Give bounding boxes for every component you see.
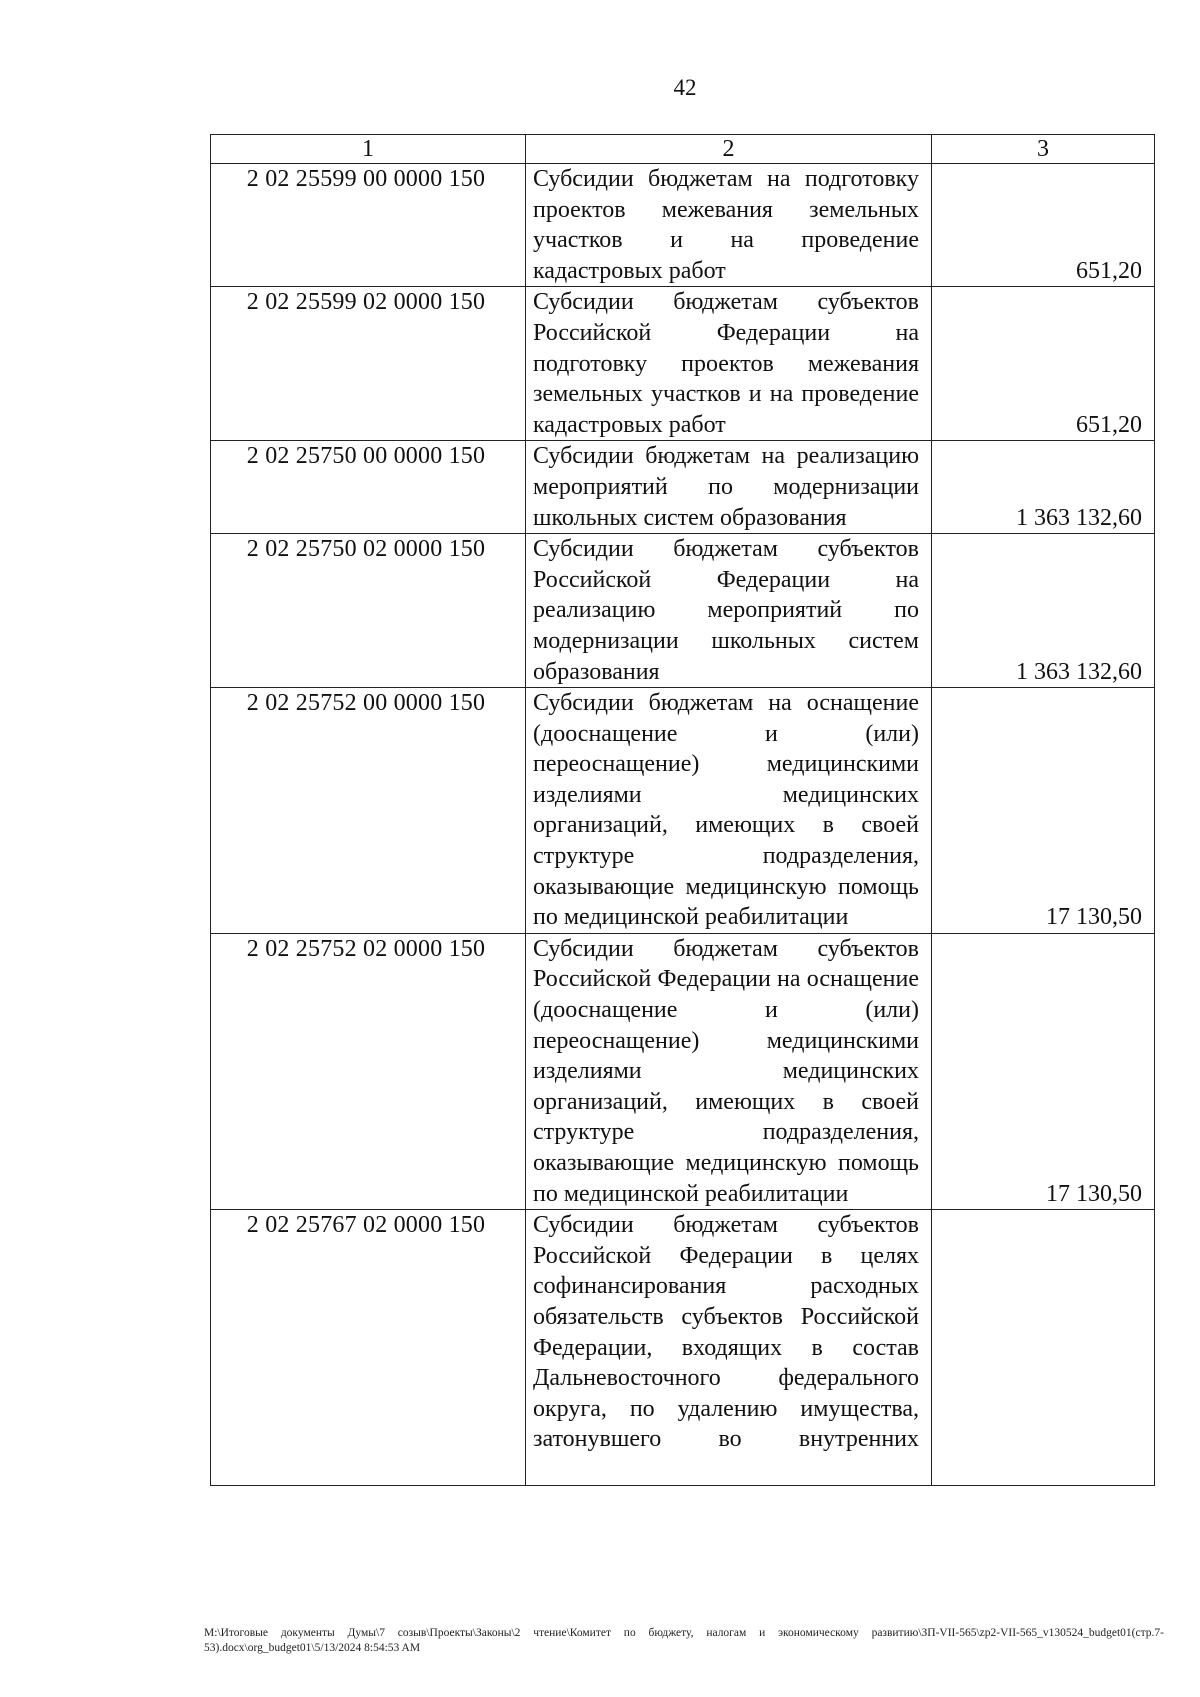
budget-code-cell: 2 02 25750 02 0000 150 — [211, 534, 526, 688]
amount-cell: 651,20 — [932, 164, 1155, 287]
amount-cell: 1 363 132,60 — [932, 534, 1155, 688]
revenue-name-cell: Субсидии бюджетам субъектов Российской Федерации в целях софинансирования расходных обязательств субъектов Российской Федерации, входящих в состав Дальневосточного федерального округа, по удалению имущества, затонувшего во внутренних — [526, 1210, 932, 1486]
revenue-name-cell: Субсидии бюджетам субъектов Российской Федерации на оснащение (дооснащение и (или) переоснащение) медицинскими изделиями медицинских организаций, имеющих в своей структуре подразделения, оказывающие медицинскую помощь по медицинской реабилитации — [526, 933, 932, 1209]
budget-code-cell: 2 02 25767 02 0000 150 — [211, 1210, 526, 1486]
revenue-name-cell: Субсидии бюджетам на подготовку проектов межевания земельных участков и на проведение кадастровых работ — [526, 164, 932, 287]
budget-code-cell: 2 02 25752 00 0000 150 — [211, 688, 526, 934]
amount-cell: 17 130,50 — [932, 933, 1155, 1209]
column-header-3: 3 — [932, 135, 1155, 164]
table-row — [211, 534, 1155, 688]
revenue-name-cell: Субсидии бюджетам на реализацию мероприятий по модернизации школьных систем образования — [526, 441, 932, 534]
table-row — [211, 933, 1155, 1209]
table-row — [211, 287, 1155, 441]
column-header-2: 2 — [526, 135, 932, 164]
column-header-1: 1 — [211, 135, 526, 164]
amount-cell: 651,20 — [932, 287, 1155, 441]
document-path-footer: M:\Итоговые документы Думы\7 созыв\Проекты\Законы\2 чтение\Комитет по бюджету, налогам и экономическому развитию\ЗП-VII-565\zp2-VII-565_v130524_budget01(стр.7-53).docx\org_budget01\5/13/2024 8:54:53 AM — [204, 1627, 1164, 1654]
budget-revenue-table — [210, 134, 1155, 1486]
amount-cell: 17 130,50 — [932, 688, 1155, 934]
page-number: 42 — [673, 75, 697, 100]
amount-cell — [932, 1210, 1155, 1486]
table-row — [211, 164, 1155, 287]
budget-code-cell: 2 02 25752 02 0000 150 — [211, 933, 526, 1209]
revenue-name-cell: Субсидии бюджетам субъектов Российской Федерации на подготовку проектов межевания земельных участков и на проведение кадастровых работ — [526, 287, 932, 441]
table-row — [211, 441, 1155, 534]
budget-code-cell: 2 02 25750 00 0000 150 — [211, 441, 526, 534]
table-row — [211, 1210, 1155, 1486]
table-row — [211, 688, 1155, 934]
amount-cell: 1 363 132,60 — [932, 441, 1155, 534]
revenue-name-cell: Субсидии бюджетам на оснащение (дооснащение и (или) переоснащение) медицинскими изделиями медицинских организаций, имеющих в своей структуре подразделения, оказывающие медицинскую помощь по медицинской реабилитации — [526, 688, 932, 934]
budget-code-cell: 2 02 25599 02 0000 150 — [211, 287, 526, 441]
table-header-row — [211, 135, 1155, 164]
revenue-name-cell: Субсидии бюджетам субъектов Российской Федерации на реализацию мероприятий по модернизации школьных систем образования — [526, 534, 932, 688]
budget-code-cell: 2 02 25599 00 0000 150 — [211, 164, 526, 287]
